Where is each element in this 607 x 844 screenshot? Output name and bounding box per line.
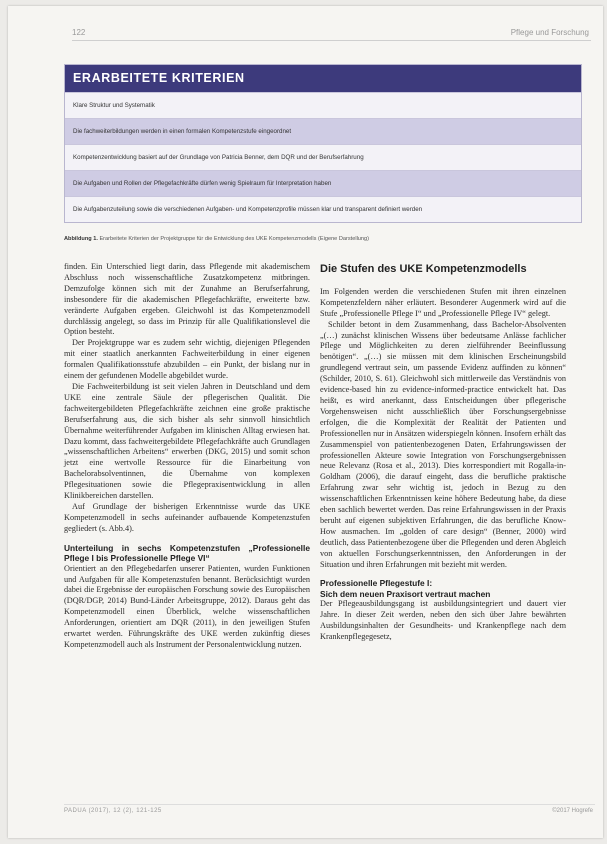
section-title: Die Stufen des UKE Kompetenzmodells (320, 263, 527, 275)
section-heading: Unterteilung in sechs Kompetenzstufen „Professionelle Pflege I bis Professionelle Pflege VI“ (64, 542, 310, 564)
criteria-row: Klare Struktur und Systematik (65, 92, 581, 118)
figure-caption (64, 236, 584, 242)
body-paragraph: Schilder betont in dem Zusammenhang, dass Bachelor-Absolventen „(…) zunächst klinischen Wissens über bedeutsame Anlässe fachlicher Pflege und Möglichkeiten zu deren zielführender Beeinflussung benötigen“. „(…) sie müssen mit dem klinischen Erscheinungsbild grundlegend vertraut sein, um passende Evidenz auffinden zu können“ (Schilder, 2010, S. 61). Gleichwohl sich mittlerweile das Verständnis von evidence-based hin zu evidence-informed-practice entwickelt hat. Das heißt, es wird anerkannt, dass Entscheidungen über pflegerische Vorgehensweisen nicht ausschließlich über Forschungsergebnisse erfolgen, die die Komplexität der Realität der Patienten und Professionellen nur in Ansätzen widerspiegeln können. Insofern erhält das Zusammenspiel von patientenbezogenen Daten, Erfahrungswissen der professionellen Akteure sowie Integration von Forschungsergebnissen neue Relevanz (Rosa et al., 2013). Dies korrespondiert mit Rogalla-in-Goldham (2006), die darauf eingeht, dass die berufliche praktische Erfahrung zwar sehr wichtig ist, jedoch in Bezug zu den wissenschaftlichen Erkenntnissen keine höhere Bedeutung habe, da diese eben sachlich bewertet werden. Das reine Erfahrungswissen in der Praxis beruht auf eigenen subjektiven Erfahrungen, die das berufliche Know-How ausmachen. Im „golden of care design“ (Benner, 2000) wird deutlich, dass Patientenbezogene über die Pflegenden und deren Abgleich von aktuellen Forschungserkenntnissen, den Anforderungen in der Situation und ihren Erfahrungen mit bezieht mit werden. (320, 319, 566, 569)
body-paragraph: finden. Ein Unterschied liegt darin, dass Pflegende mit akademischem Abschluss noch wissenschaftliche Zusatzkompetenz mitbringen. Demzufolge können sich mit der Zunahme an Berufserfahrung, insbesondere für die akademischen Pflegefachkräfte, erweiterte bzw. veränderte Aufgaben ergeben. Gleichwohl ist das Kompetenzmodell durchlässig angelegt, so dass im Prinzip für alle Qualifikationslevel die Option besteht. (64, 262, 310, 337)
body-paragraph: Auf Grundlage der bisherigen Erkenntnisse wurde das UKE Kompetenzmodell in sechs aufeinander aufbauende Kompetenzstufen gegliedert (s. Abb.4). (64, 501, 310, 533)
page-number: 122 (72, 28, 86, 37)
criteria-row: Die fachweiterbildungen werden in einen formalen Kompetenzstufe eingeordnet (65, 118, 581, 144)
subsection-heading: Professionelle Pflegestufe I: (320, 578, 433, 589)
header-rule (72, 40, 591, 41)
criteria-row: Kompetenzentwicklung basiert auf der Grundlage von Patricia Benner, dem DQR und der Berufserfahrung (65, 144, 581, 170)
body-paragraph: Im Folgenden werden die verschiedenen Stufen mit ihren einzelnen Kompetenzfeldern näher erläutert. Besonderer Augenmerk wird auf die Stufe „Professionelle Pflege I“ und „Professionelle Pflege IV“ gelegt. (320, 286, 566, 318)
body-paragraph: Der Pflegeausbildungsgang ist ausbildungsintegriert und dauert vier Jahre. In dieser Zeit werden, neben den sich über Jahre bewährten Ausbildungsinhalten der Gesundheits- und Krankenpflege nach dem Krankenpflegegesetz, (320, 599, 566, 642)
right-column (320, 262, 566, 643)
footer-copyright: ©2017 Hogrefe (552, 808, 593, 814)
caption-label: Abbildung 1. (64, 236, 98, 242)
criteria-row: Die Aufgaben und Rollen der Pflegefachkräfte dürfen wenig Spielraum für Interpretation haben (65, 170, 581, 196)
body-paragraph: Die Fachweiterbildung ist seit vielen Jahren in Deutschland und dem UKE eine zentrale Säule der pflegerischen Qualität. Die fachweitergebildeten Pflegefachkräfte zeichnen eine große praktische Berufserfahrung aus, die sich bisher als sehr sinnvoll hinsichtlich Übernahme weiterführender Aufgaben im klinischen Alltag erwiesen hat. Dazu kommt, dass fachweitergebildete Pflegefachkräfte auch Grundlagen „wissenschaftlichen Arbeitens“ erwerben (DKG, 2015) und somit schon jetzt eine wertvolle Ressource für die Einarbeitung von Bachelorabsolventinnen, die Übernahme von komplexen Pflegesituationen sowie die Pflegepraxisentwicklung in allen Klinikbereichen darstellen. (64, 381, 310, 501)
footer-citation: PADUA (2017), 12 (2), 121-125 (64, 808, 162, 814)
caption-text: Erarbeitete Kriterien der Projektgruppe für die Entwicklung des UKE Kompetenzmodells (Eigene Darstellung) (99, 236, 370, 242)
footer-rule (64, 804, 595, 805)
criteria-row: Die Aufgabenzuteilung sowie die verschiedenen Aufgaben- und Kompetenzprofile müssen klar und transparent definiert werden (65, 196, 581, 222)
subsection-subheading: Sich dem neuen Praxisort vertraut machen (320, 588, 491, 599)
criteria-title: ERARBEITETE KRITERIEN (65, 65, 581, 92)
running-header: Pflege und Forschung (510, 28, 589, 37)
body-paragraph: Der Projektgruppe war es zudem sehr wichtig, diejenigen Pflegenden mit einer staatlich anerkannten Fachweiterbildung in einer eigenen formalen Qualifikationsstufe abzubilden – ein Punkt, der bislang nur in einem der gefundenen Modelle abgebildet wurde. (64, 338, 310, 381)
left-column (64, 262, 310, 651)
body-paragraph: Orientiert an den Pflegebedarfen unserer Patienten, wurden Funktionen und Aufgaben für alle Kompetenzstufen benannt. Berücksichtigt wurden dabei die Ergebnisse der europäischen Forschung sowie des Europäischen (DQR/DGP, 2014) Bund-Länder Arbeitsgruppe, 2012). Daraus geht das Kompetenzmodell einen Überblick, welche wissenschaftlichen Anforderungen, orientiert am DQR (2011), in den jeweiligen Stufen erwartet werden. Führungskräfte des UKE werden zukünftig dieses Kompetenzmodell auch als Instrument der Personalentwicklung nutzen. (64, 563, 310, 649)
criteria-box (64, 64, 582, 223)
